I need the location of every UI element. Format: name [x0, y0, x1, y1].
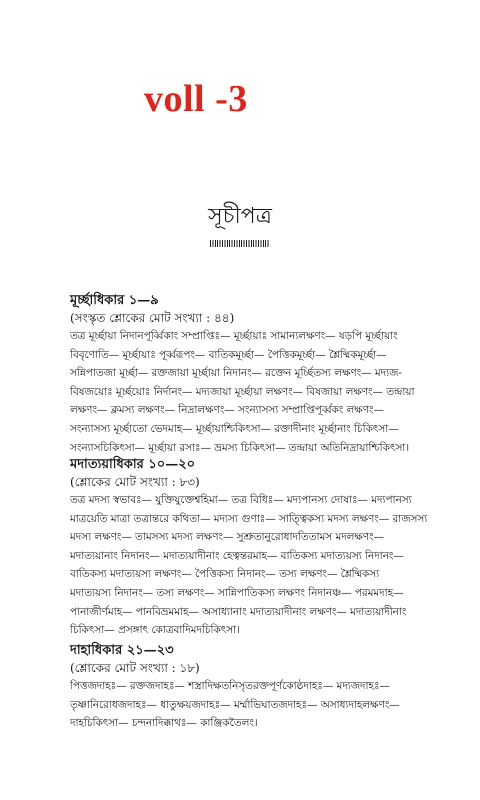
section-heading: মূর্চ্ছাধিকার ১—৯ [70, 293, 159, 308]
section-madatyaya [70, 456, 468, 640]
text-line: সন্নিপাতজা মূর্চ্ছা— রক্তজায়া মূর্চ্ছায়া নিদানং— রক্তেন মূর্চ্ছিতস্য লক্ষণং— মদ্যজ- [70, 367, 402, 380]
section-body [70, 677, 468, 733]
volume-stamp: voll -3 [144, 78, 248, 120]
text-line: সংন্যাসচিকিৎসা— মূর্চ্ছায়া রসাঃ— ভ্রমস্য চিকিৎসা— তন্দ্রায়া অতিনিদ্রায়াশ্চিকিৎসা। [70, 441, 410, 454]
text-line: লক্ষণং— ক্লমস্য লক্ষণং— নিদ্রালক্ষণং— সংন্যাসস্য সম্প্রাপ্তিপূর্ব্বকং লক্ষণং— [70, 404, 384, 417]
title-underline [210, 240, 270, 247]
text-line: তত্র মদস্য স্বভাবঃ— যুক্তিযুক্তেশ্বহিমা— তত্র বিধিঃ— মদ্যপানস্য দোষাঃ— মদ্যপানস্য [70, 494, 412, 506]
text-line: বিষজয়োঃ মূর্চ্ছয়োঃ নির্দানং— মদ্যজায়া মূর্চ্ছায়া লক্ষণং— বিষজায়া লক্ষণং— তন্দ্রায়া [70, 385, 415, 398]
section-murchha [70, 292, 468, 457]
text-line: দাহচিকিৎসা— চন্দনাদিক্কাথঃ— কাঞ্জিকতৈলং। [70, 717, 258, 730]
text-line: পিত্তজদাহঃ— রক্তজদাহঃ— শস্ত্রাদিক্ষতনিসৃতরক্তপূর্ণকোষ্ঠদাহঃ— মদ্যজদাহঃ— [70, 680, 390, 692]
text-line: সংন্যাসস্য মূর্চ্ছাতো ভেদমাহ— মূর্চ্ছায়াশ্চিকিৎসা— রক্তাদীনাং মূর্চ্ছানাং চিকিৎসা— [70, 422, 399, 435]
text-line: মদাত্যয়স্য নিদানং— তস্য লক্ষণং— সান্নিপাতিকস্য লক্ষণং নিদানঞ্চ— পরমমদাহ— [70, 586, 404, 599]
section-heading: দাহাধিকার ২১—২৩ [70, 643, 174, 658]
text-line: মদস্য লক্ষণং— তামসস্য মদস্য লক্ষণং— সুশ্রুতানুরোধাদতিতামস মদলক্ষণং— [70, 531, 384, 544]
text-line: চিকিৎসা— প্রসঙ্গাৎ কোত্রবাদিমদচিকিৎসা। [70, 624, 240, 637]
section-verse-count: (শ্লোকের মোট সংখ্যা : ৮৩) [70, 475, 200, 489]
text-line: পানাজীর্ণমাহ— পানবিভ্রমমাহ— অসাধ্যানাং মদাত্যয়াদীনাং লক্ষণং— মদাত্যয়াদীনাং [70, 605, 407, 618]
section-verse-count: (শ্লোকের মোট সংখ্যা : ১৮) [70, 661, 200, 675]
text-line: তত্র মূর্চ্ছায়া নিদানপূর্ব্বিকাং সম্প্রাপ্তিঃ— মূর্চ্ছায়াঃ সামান্যলক্ষণং— ষড়পি মূর্চ্ছায়াং [70, 330, 398, 342]
text-line: বিবৃণোতি— মূর্চ্ছায়াঃ পূর্ব্বরূপং— বাতিকমূর্চ্ছা— পৈত্তিকমূর্চ্ছা— শ্লৈষ্মিকমূর্চ্ছা— [70, 348, 387, 361]
text-line: তৃষ্ণানিরোধজদাহঃ— ধাতুক্ষয়জদাহঃ— মর্ম্মাভিঘাতজদাহঃ— অসাধ্যদাহলক্ষণং— [70, 698, 400, 711]
text-line: মাত্রয়েতি মাত্রা তত্রান্তরে কথিতা— মদ্যস্য গুণাঃ— সাত্ত্বিকস্য মদস্য লক্ষণং— রাজসস্য [70, 512, 428, 525]
text-line: মদাত্যয়ানাং নিদানং— মদাত্যয়াদীনাং হেত্বন্তরমাহ— বাতিকস্য মদাত্যয়স্য নিদানং— [70, 549, 404, 562]
section-heading: মদাত্যয়াধিকার ১০—২০ [70, 457, 196, 472]
section-body [70, 491, 468, 640]
section-daha [70, 642, 468, 733]
text-line: বাতিকস্য মদাত্যয়স্য লক্ষণং— পৈত্তিকস্য নিদানং— তস্য লক্ষণং— শ্লৈষ্মিকস্য [70, 568, 380, 581]
section-verse-count: (সংস্কৃত শ্লোকের মোট সংখ্যা : ৪৪) [70, 311, 235, 325]
section-body [70, 327, 468, 457]
page-title: সূচীপত্র [208, 204, 272, 229]
